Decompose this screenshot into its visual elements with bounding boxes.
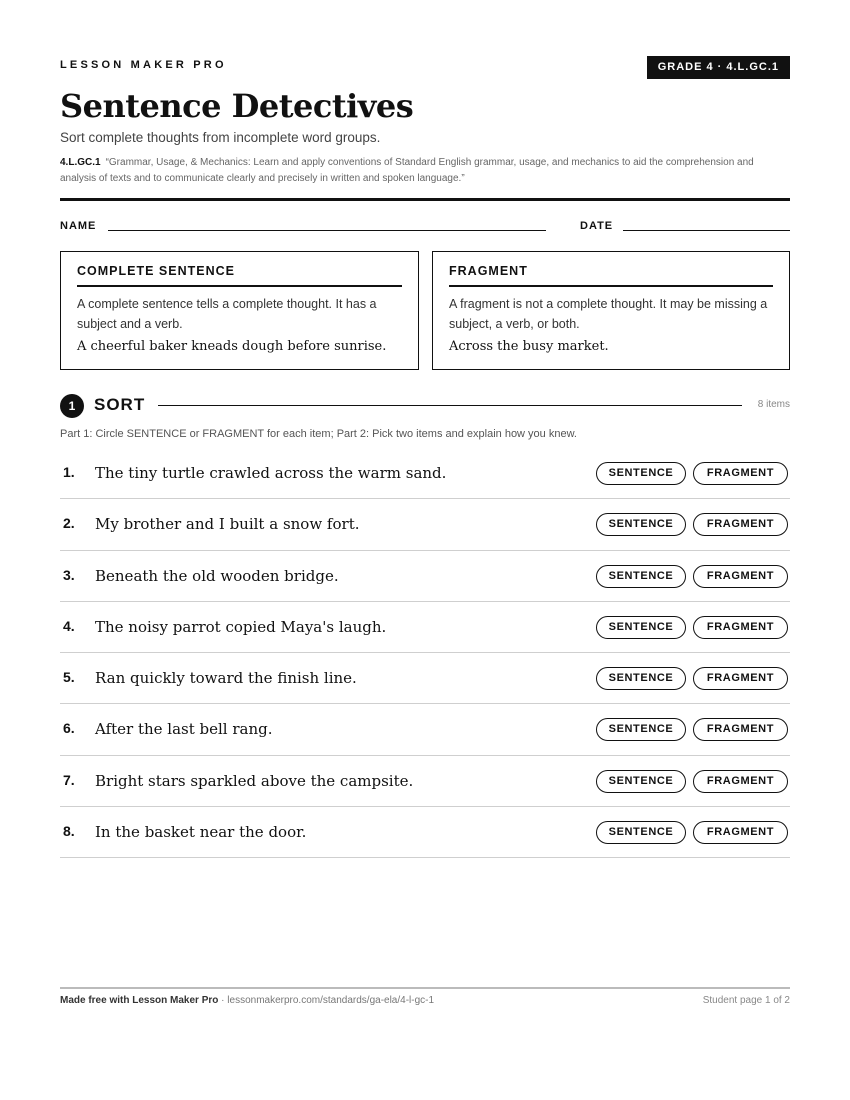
name-field[interactable] <box>108 230 546 231</box>
sentence-choice-button[interactable]: SENTENCE <box>596 718 686 741</box>
sort-item <box>60 756 790 807</box>
sort-item <box>60 551 790 602</box>
date-label: DATE <box>580 220 614 232</box>
sentence-choice-button[interactable]: SENTENCE <box>596 565 686 588</box>
item-text: Bright stars sparkled above the campsite. <box>95 771 414 790</box>
footer-made-with: Made free with Lesson Maker Pro <box>60 995 219 1006</box>
fragment-choice-button[interactable]: FRAGMENT <box>693 513 788 536</box>
sentence-choice-button[interactable]: SENTENCE <box>596 513 686 536</box>
definition-card-sentence <box>60 251 419 370</box>
section-title: SORT <box>94 395 146 414</box>
sentence-choice-button[interactable]: SENTENCE <box>596 821 686 844</box>
date-field[interactable] <box>623 230 790 231</box>
standard-text: “Grammar, Usage, & Mechanics: Learn and apply conventions of Standard English grammar, usage, and mechanics to aid the comprehension and analysis of texts and to communicate clearly and precisely in written and spoken language.” <box>60 157 754 184</box>
section-header <box>60 393 790 417</box>
fragment-choice-button[interactable]: FRAGMENT <box>693 718 788 741</box>
fragment-choice-button[interactable]: FRAGMENT <box>693 616 788 639</box>
definition-heading: COMPLETE SENTENCE <box>77 264 402 287</box>
section-instructions: Part 1: Circle SENTENCE or FRAGMENT for each item; Part 2: Pick two items and explain how you knew. <box>60 428 577 440</box>
item-number: 8. <box>63 823 75 840</box>
sentence-choice-button[interactable]: SENTENCE <box>596 667 686 690</box>
item-text: After the last bell rang. <box>95 720 273 739</box>
sentence-choice-button[interactable]: SENTENCE <box>596 462 686 485</box>
definition-example: Across the busy market. <box>449 339 609 354</box>
item-number: 6. <box>63 720 75 737</box>
grade-badge: GRADE 4 · 4.L.GC.1 <box>647 56 790 79</box>
fragment-choice-button[interactable]: FRAGMENT <box>693 821 788 844</box>
name-date-row <box>60 220 790 234</box>
definition-card-fragment <box>432 251 790 370</box>
standard-description <box>60 155 780 187</box>
sort-item-list <box>60 448 790 858</box>
item-number: 3. <box>63 566 75 583</box>
item-text: Beneath the old wooden bridge. <box>95 566 339 585</box>
footer-credit <box>60 995 434 1006</box>
sort-item <box>60 499 790 550</box>
item-text: The noisy parrot copied Maya's laugh. <box>95 617 387 636</box>
definition-example: A cheerful baker kneads dough before sunrise. <box>77 339 387 354</box>
item-number: 4. <box>63 617 75 634</box>
footer-divider <box>60 987 790 989</box>
header-bar <box>60 56 790 80</box>
section-number-badge: 1 <box>60 394 84 418</box>
sentence-choice-button[interactable]: SENTENCE <box>596 616 686 639</box>
item-text: Ran quickly toward the finish line. <box>95 669 357 688</box>
item-text: In the basket near the door. <box>95 823 307 842</box>
fragment-choice-button[interactable]: FRAGMENT <box>693 565 788 588</box>
sentence-choice-button[interactable]: SENTENCE <box>596 770 686 793</box>
sort-item <box>60 602 790 653</box>
item-count: 8 items <box>757 399 790 410</box>
definition-text: A fragment is not a complete thought. It may be missing a subject, a verb, or both. <box>449 297 768 331</box>
footer-separator: · <box>218 995 228 1006</box>
section-divider <box>158 405 742 406</box>
item-text: My brother and I built a snow fort. <box>95 515 360 534</box>
fragment-choice-button[interactable]: FRAGMENT <box>693 462 788 485</box>
item-number: 1. <box>63 464 75 480</box>
fragment-choice-button[interactable]: FRAGMENT <box>693 770 788 793</box>
item-text: The tiny turtle crawled across the warm sand. <box>95 464 447 482</box>
worksheet-subtitle: Sort complete thoughts from incomplete word groups. <box>60 130 381 145</box>
footer-page-number: Student page 1 of 2 <box>702 995 790 1006</box>
sort-item <box>60 704 790 755</box>
brand-name: LESSON MAKER PRO <box>60 59 227 71</box>
definition-heading: FRAGMENT <box>449 264 773 287</box>
item-number: 5. <box>63 669 75 686</box>
header-divider <box>60 198 790 201</box>
item-number: 2. <box>63 515 75 532</box>
sort-item <box>60 448 790 499</box>
name-label: NAME <box>60 220 97 232</box>
definition-text: A complete sentence tells a complete thought. It has a subject and a verb. <box>77 297 377 331</box>
sort-item <box>60 807 790 858</box>
worksheet-title: Sentence Detectives <box>60 87 414 125</box>
item-number: 7. <box>63 771 75 788</box>
standard-code: 4.L.GC.1 <box>60 157 101 168</box>
footer-url[interactable]: lessonmakerpro.com/standards/ga-ela/4-l-gc-1 <box>227 995 435 1006</box>
fragment-choice-button[interactable]: FRAGMENT <box>693 667 788 690</box>
sort-item <box>60 653 790 704</box>
